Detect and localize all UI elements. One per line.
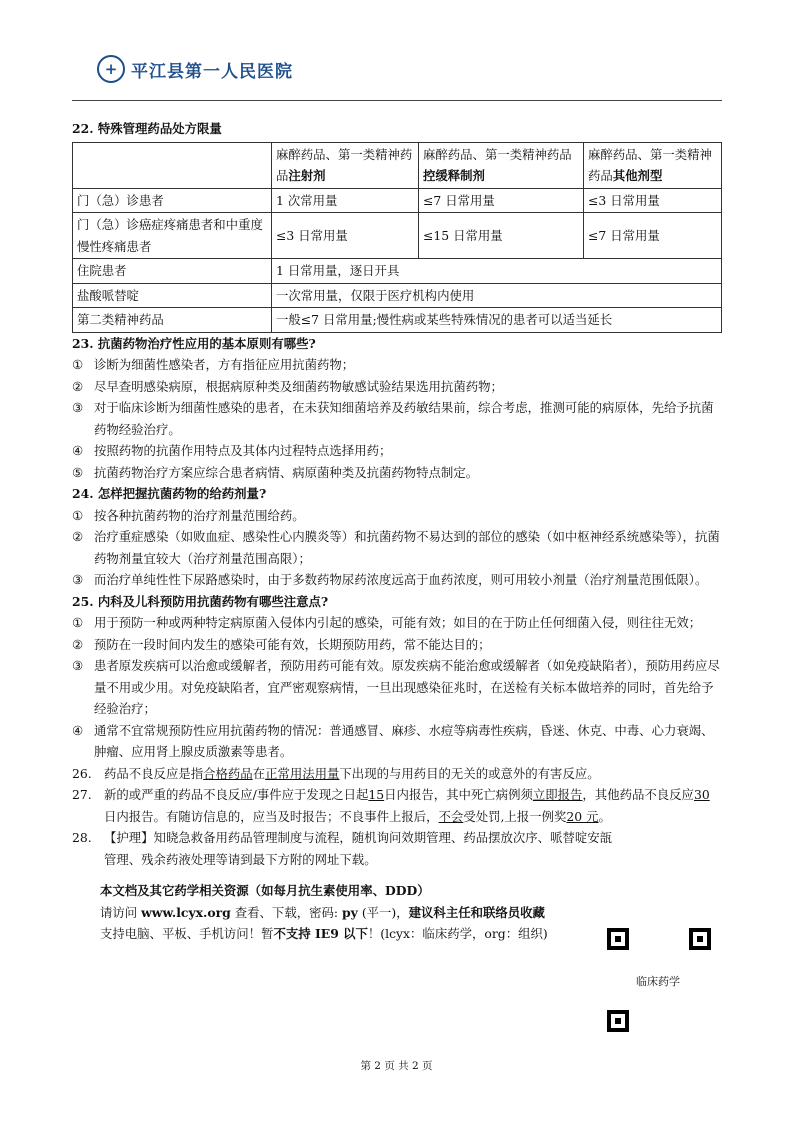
qr-finder-pattern [607, 1010, 629, 1032]
table-header-row [73, 142, 722, 188]
qr-finder-pattern [607, 928, 629, 950]
list-marker: ② [72, 636, 84, 652]
list-marker: ④ [72, 443, 84, 458]
table-cell: 一次常用量，仅限于医疗机构内使用 [272, 283, 722, 308]
header-divider [72, 100, 722, 101]
paragraph-number: 28. [72, 830, 92, 845]
q23-title: 23. 抗菌药物治疗性应用的基本原则有哪些? [72, 335, 316, 351]
list-item: ① 按各种抗菌药物的治疗剂量范围给药。 [72, 505, 722, 527]
list-item: ⑤ 抗菌药物治疗方案应综合患者病情、病原菌种类及抗菌药物特点制定。 [72, 462, 722, 484]
list-item: ③ 对于临床诊断为细菌性感染的患者，在未获知细菌培养及药敏结果前，综合考虑，推测可能的病原体，先给予抗菌药物经验治疗。 [72, 397, 722, 440]
list-marker: ① [72, 357, 84, 372]
page-footer: 第 2 页 共 2 页 [360, 1060, 433, 1072]
resource-password: py [342, 904, 358, 920]
list-item: ② 治疗重症感染（如败血症、感染性心内膜炎等）和抗菌药物不易达到的部位的感染（如中枢神经系统感染等），抗菌药物剂量宜较大（治疗剂量范围高限）； [72, 526, 722, 569]
resource-url-link[interactable]: www.lcyx.org [141, 904, 231, 920]
list-marker: ③ [72, 400, 84, 415]
table-cell: ≤7 日常用量 [419, 188, 584, 213]
table-cell: 住院患者 [73, 259, 272, 284]
qr-code[interactable] [607, 928, 711, 1032]
table-cell: 第二类精神药品 [73, 308, 272, 333]
list-marker: ⑤ [72, 464, 84, 480]
list-marker: ② [72, 378, 84, 394]
resource-title: 本文档及其它药学相关资源（如每月抗生素使用率、DDD） [100, 883, 430, 898]
q26-paragraph: 26. 药品不良反应是指合格药品在正常用法用量下出现的与用药目的无关的或意外的有害反应。 [72, 763, 722, 785]
table-cell: 1 次常用量 [272, 188, 419, 213]
document-body [72, 118, 722, 945]
list-marker: ③ [72, 572, 84, 587]
table-cell: 1 日常用量，逐日开具 [272, 259, 722, 284]
table-cell: ≤3 日常用量 [272, 213, 419, 259]
table-cell: 盐酸哌替啶 [73, 283, 272, 308]
list-marker: ② [72, 529, 84, 544]
table-cell: 门（急）诊癌症疼痛患者和中重度慢性疼痛患者 [73, 213, 272, 259]
resource-line-visit: 请访问 www.lcyx.org 查看、下载，密码: py (平一)，建议科主任和联络员收藏 [100, 904, 545, 920]
list-item: ① 诊断为细菌性感染者，方有指征应用抗菌药物； [72, 354, 722, 376]
prescription-limit-table [72, 142, 722, 333]
list-item: ③ 患者原发疾病可以治愈或缓解者，预防用药可能有效。原发疾病不能治愈或缓解者（如免疫缺陷者），预防用药应尽量不用或少用。对免疫缺陷者，宜严密观察病情，一旦出现感染征兆时，在送检有关标本做培养的同时，首先给予经验治疗； [72, 655, 722, 720]
list-item: ④ 按照药物的抗菌作用特点及其体内过程特点选择用药； [72, 440, 722, 462]
list-item: ③ 而治疗单纯性性下尿路感染时，由于多数药物尿药浓度远高于血药浓度，则可用较小剂量（治疗剂量范围低限）。 [72, 569, 722, 591]
table-cell: 一般≤7 日常用量;慢性病或某些特殊情况的患者可以适当延长 [272, 308, 722, 333]
list-marker: ① [72, 507, 84, 523]
table-header-cell [73, 142, 272, 188]
table-row [73, 259, 722, 284]
list-marker: ④ [72, 722, 84, 738]
table-row [73, 283, 722, 308]
list-item: ② 尽早查明感染病原，根据病原种类及细菌药物敏感试验结果选用抗菌药物； [72, 376, 722, 398]
table-header-cell: 麻醉药品、第一类精神药品控缓释制剂 [419, 142, 584, 188]
q25-title: 25. 内科及儿科预防用抗菌药物有哪些注意点? [72, 593, 329, 609]
q27-paragraph: 27. 新的或严重的药品不良反应/事件应于发现之日起15日内报告，其中死亡病例须立即报告，其他药品不良反应30日内报告。有随访信息的，应当及时报告；不良事件上报后，不会受处罚,上报一例奖20 元。 [72, 784, 722, 827]
table-cell: ≤15 日常用量 [419, 213, 584, 259]
table-header-cell: 麻醉药品、第一类精神药品注射剂 [272, 142, 419, 188]
resource-line-support: 支持电脑、平板、手机访问！暂不支持 IE9 以下！(lcyx：临床药学，org：组织) [100, 926, 548, 941]
list-item: ② 预防在一段时间内发生的感染可能有效，长期预防用药，常不能达目的； [72, 634, 722, 656]
table-cell: ≤3 日常用量 [584, 188, 722, 213]
q28-paragraph: 28. 【护理】知晓急救备用药品管理制度与流程，随机询问效期管理、药品摆放次序、哌替啶安瓿管理、残余药液处理等请到最下方附的网址下载。 [72, 827, 722, 870]
list-item: ① 用于预防一种或两种特定病原菌入侵体内引起的感染，可能有效；如目的在于防止任何细菌入侵，则往往无效； [72, 612, 722, 634]
q22-title: 22. 特殊管理药品处方限量 [72, 121, 222, 136]
paragraph-number: 26. [72, 765, 92, 781]
hospital-name: 平江县第一人民医院 [131, 61, 293, 82]
table-row [73, 308, 722, 333]
table-header-cell: 麻醉药品、第一类精神药品其他剂型 [584, 142, 722, 188]
list-item: ④ 通常不宜常规预防性应用抗菌药物的情况：普通感冒、麻疹、水痘等病毒性疾病，昏迷、休克、中毒、心力衰竭、肿瘤、应用肾上腺皮质激素等患者。 [72, 720, 722, 763]
list-marker: ① [72, 615, 84, 630]
table-row [73, 213, 722, 259]
table-row [73, 188, 722, 213]
table-cell: 门（急）诊患者 [73, 188, 272, 213]
qr-finder-pattern [689, 928, 711, 950]
qr-label: 临床药学 [633, 972, 683, 990]
page-header [97, 52, 293, 86]
hospital-logo-icon: + [97, 55, 125, 83]
q24-title: 24. 怎样把握抗菌药物的给药剂量? [72, 486, 267, 501]
list-marker: ③ [72, 658, 84, 673]
paragraph-number: 27. [72, 787, 92, 802]
table-cell: ≤7 日常用量 [584, 213, 722, 259]
